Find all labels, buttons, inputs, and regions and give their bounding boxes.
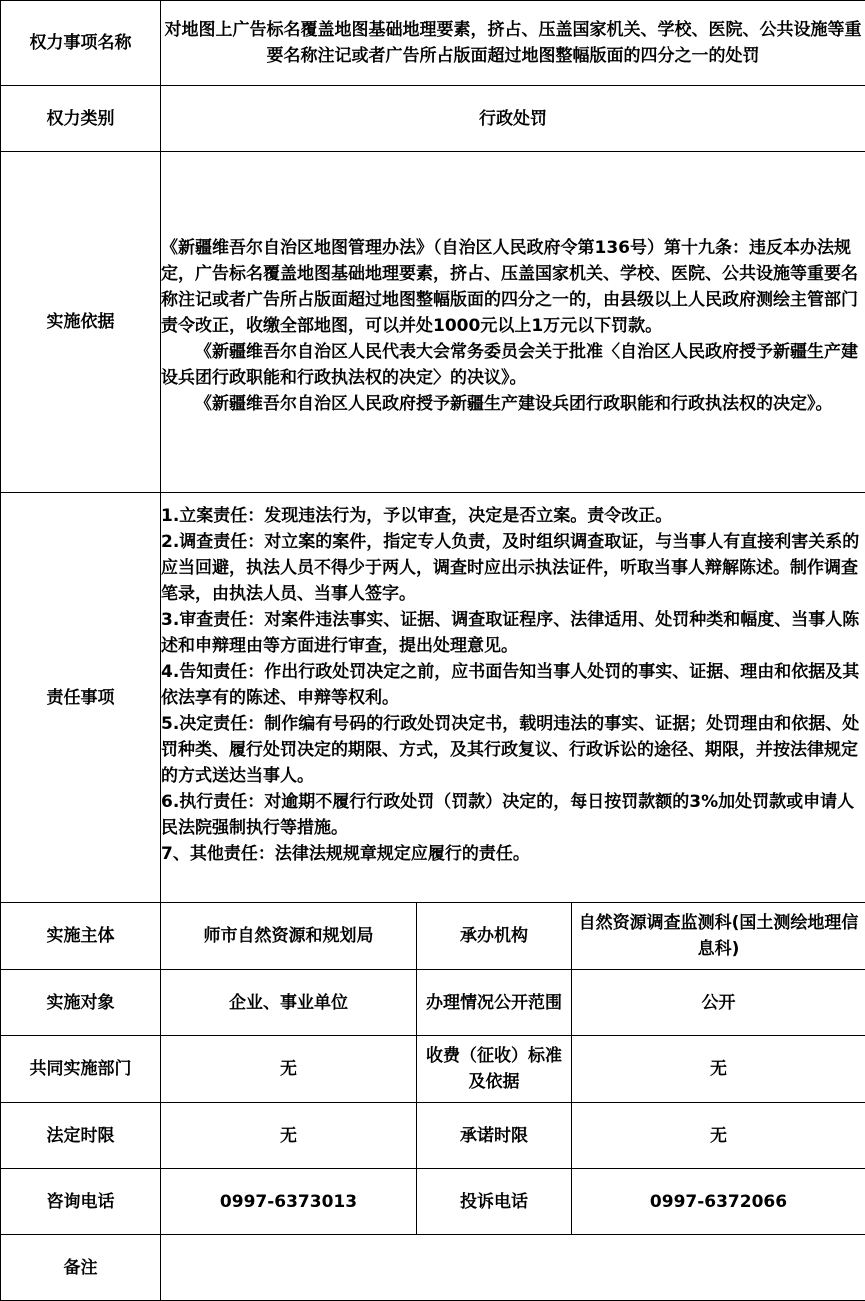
power-category-label: 权力类别 — [1, 86, 161, 152]
target-label: 实施对象 — [1, 970, 161, 1036]
responsibility-item: 4.告知责任：作出行政处罚决定之前，应书面告知当事人处罚的事实、证据、理由和依据及其依法享有的陈述、申辩等权利。 — [161, 661, 860, 708]
row-target — [1, 970, 865, 1036]
target-value: 企业、事业单位 — [161, 970, 417, 1036]
responsibility-item: 2.调查责任：对立案的案件，指定专人负责，及时组织调查取证，与当事人有直接利害关系的应当回避，执法人员不得少于两人，调查时应出示执法证件，听取当事人辩解陈述。制作调查笔录，由执法人员、当事人签字。 — [161, 531, 860, 604]
fee-standard-label: 收费（征收）标准及依据 — [417, 1036, 572, 1103]
power-item-name-value: 对地图上广告标名覆盖地图基础地理要素，挤占、压盖国家机关、学校、医院、公共设施等重要名称注记或者广告所占版面超过地图整幅版面的四分之一的处罚 — [161, 1, 865, 86]
promised-time-limit-value: 无 — [572, 1103, 865, 1169]
joint-dept-label: 共同实施部门 — [1, 1036, 161, 1103]
row-joint-dept — [1, 1036, 865, 1103]
complaint-phone-label: 投诉电话 — [417, 1169, 572, 1235]
handling-agency-value: 自然资源调查监测科(国土测绘地理信息科) — [572, 903, 865, 970]
promised-time-limit-label: 承诺时限 — [417, 1103, 572, 1169]
handling-agency-label: 承办机构 — [417, 903, 572, 970]
row-remarks — [1, 1235, 865, 1301]
responsibility-item: 5.决定责任：制作编有号码的行政处罚决定书，载明违法的事实、证据；处罚理由和依据、处罚种类、履行处罚决定的期限、方式，及其行政复议、行政诉讼的途径、期限，并按法律规定的方式送达当事人。 — [161, 713, 860, 786]
responsibility-item: 1.立案责任：发现违法行为，予以审查，决定是否立案。责令改正。 — [161, 505, 673, 526]
responsibilities-content — [161, 493, 865, 903]
consult-phone-label: 咨询电话 — [1, 1169, 161, 1235]
responsibilities-label: 责任事项 — [1, 493, 161, 903]
legal-basis-paragraph: 《新疆维吾尔自治区人民政府授予新疆生产建设兵团行政职能和行政执法权的决定》。 — [195, 394, 833, 414]
joint-dept-value: 无 — [161, 1036, 417, 1103]
legal-basis-label: 实施依据 — [1, 152, 161, 493]
fee-standard-value: 无 — [572, 1036, 865, 1103]
implementing-body-value: 师市自然资源和规划局 — [161, 903, 417, 970]
power-item-name-label: 权力事项名称 — [1, 1, 161, 86]
remarks-label: 备注 — [1, 1235, 161, 1301]
responsibility-item: 3.审查责任：对案件违法事实、证据、调查取证程序、法律适用、处罚种类和幅度、当事人陈述和申辩理由等方面进行审查，提出处理意见。 — [161, 609, 860, 656]
disclosure-scope-label: 办理情况公开范围 — [417, 970, 572, 1036]
legal-basis-paragraph: 《新疆维吾尔自治区地图管理办法》（自治区人民政府令第136号）第十九条：违反本办法规定，广告标名覆盖地图基础地理要素，挤占、压盖国家机关、学校、医院、公共设施等重要名称注记或者广告所占版面超过地图整幅版面的四分之一的，由县级以上人民政府测绘主管部门责令改正，收缴全部地图，可以并处1000元以上1万元以下罚款。 — [161, 238, 858, 336]
consult-phone-value: 0997-6373013 — [161, 1169, 417, 1235]
legal-time-limit-label: 法定时限 — [1, 1103, 161, 1169]
responsibility-item: 7、其他责任：法律法规规章规定应履行的责任。 — [161, 843, 530, 864]
power-category-value: 行政处罚 — [161, 86, 865, 152]
remarks-value — [161, 1235, 865, 1301]
implementing-body-label: 实施主体 — [1, 903, 161, 970]
row-phones — [1, 1169, 865, 1235]
row-legal-basis — [1, 152, 865, 493]
row-power-category — [1, 86, 865, 152]
responsibility-item: 6.执行责任：对逾期不履行行政处罚（罚款）决定的，每日按罚款额的3%加处罚款或申请人民法院强制执行等措施。 — [161, 791, 855, 838]
row-implementing-body — [1, 903, 865, 970]
row-time-limit — [1, 1103, 865, 1169]
row-responsibilities — [1, 493, 865, 903]
legal-basis-paragraph: 《新疆维吾尔自治区人民代表大会常务委员会关于批准〈自治区人民政府授予新疆生产建设兵团行政职能和行政执法权的决定〉的决议》。 — [161, 342, 858, 388]
disclosure-scope-value: 公开 — [572, 970, 865, 1036]
complaint-phone-value: 0997-6372066 — [572, 1169, 865, 1235]
row-power-item-name — [1, 1, 865, 86]
legal-time-limit-value: 无 — [161, 1103, 417, 1169]
legal-basis-content — [161, 152, 865, 493]
